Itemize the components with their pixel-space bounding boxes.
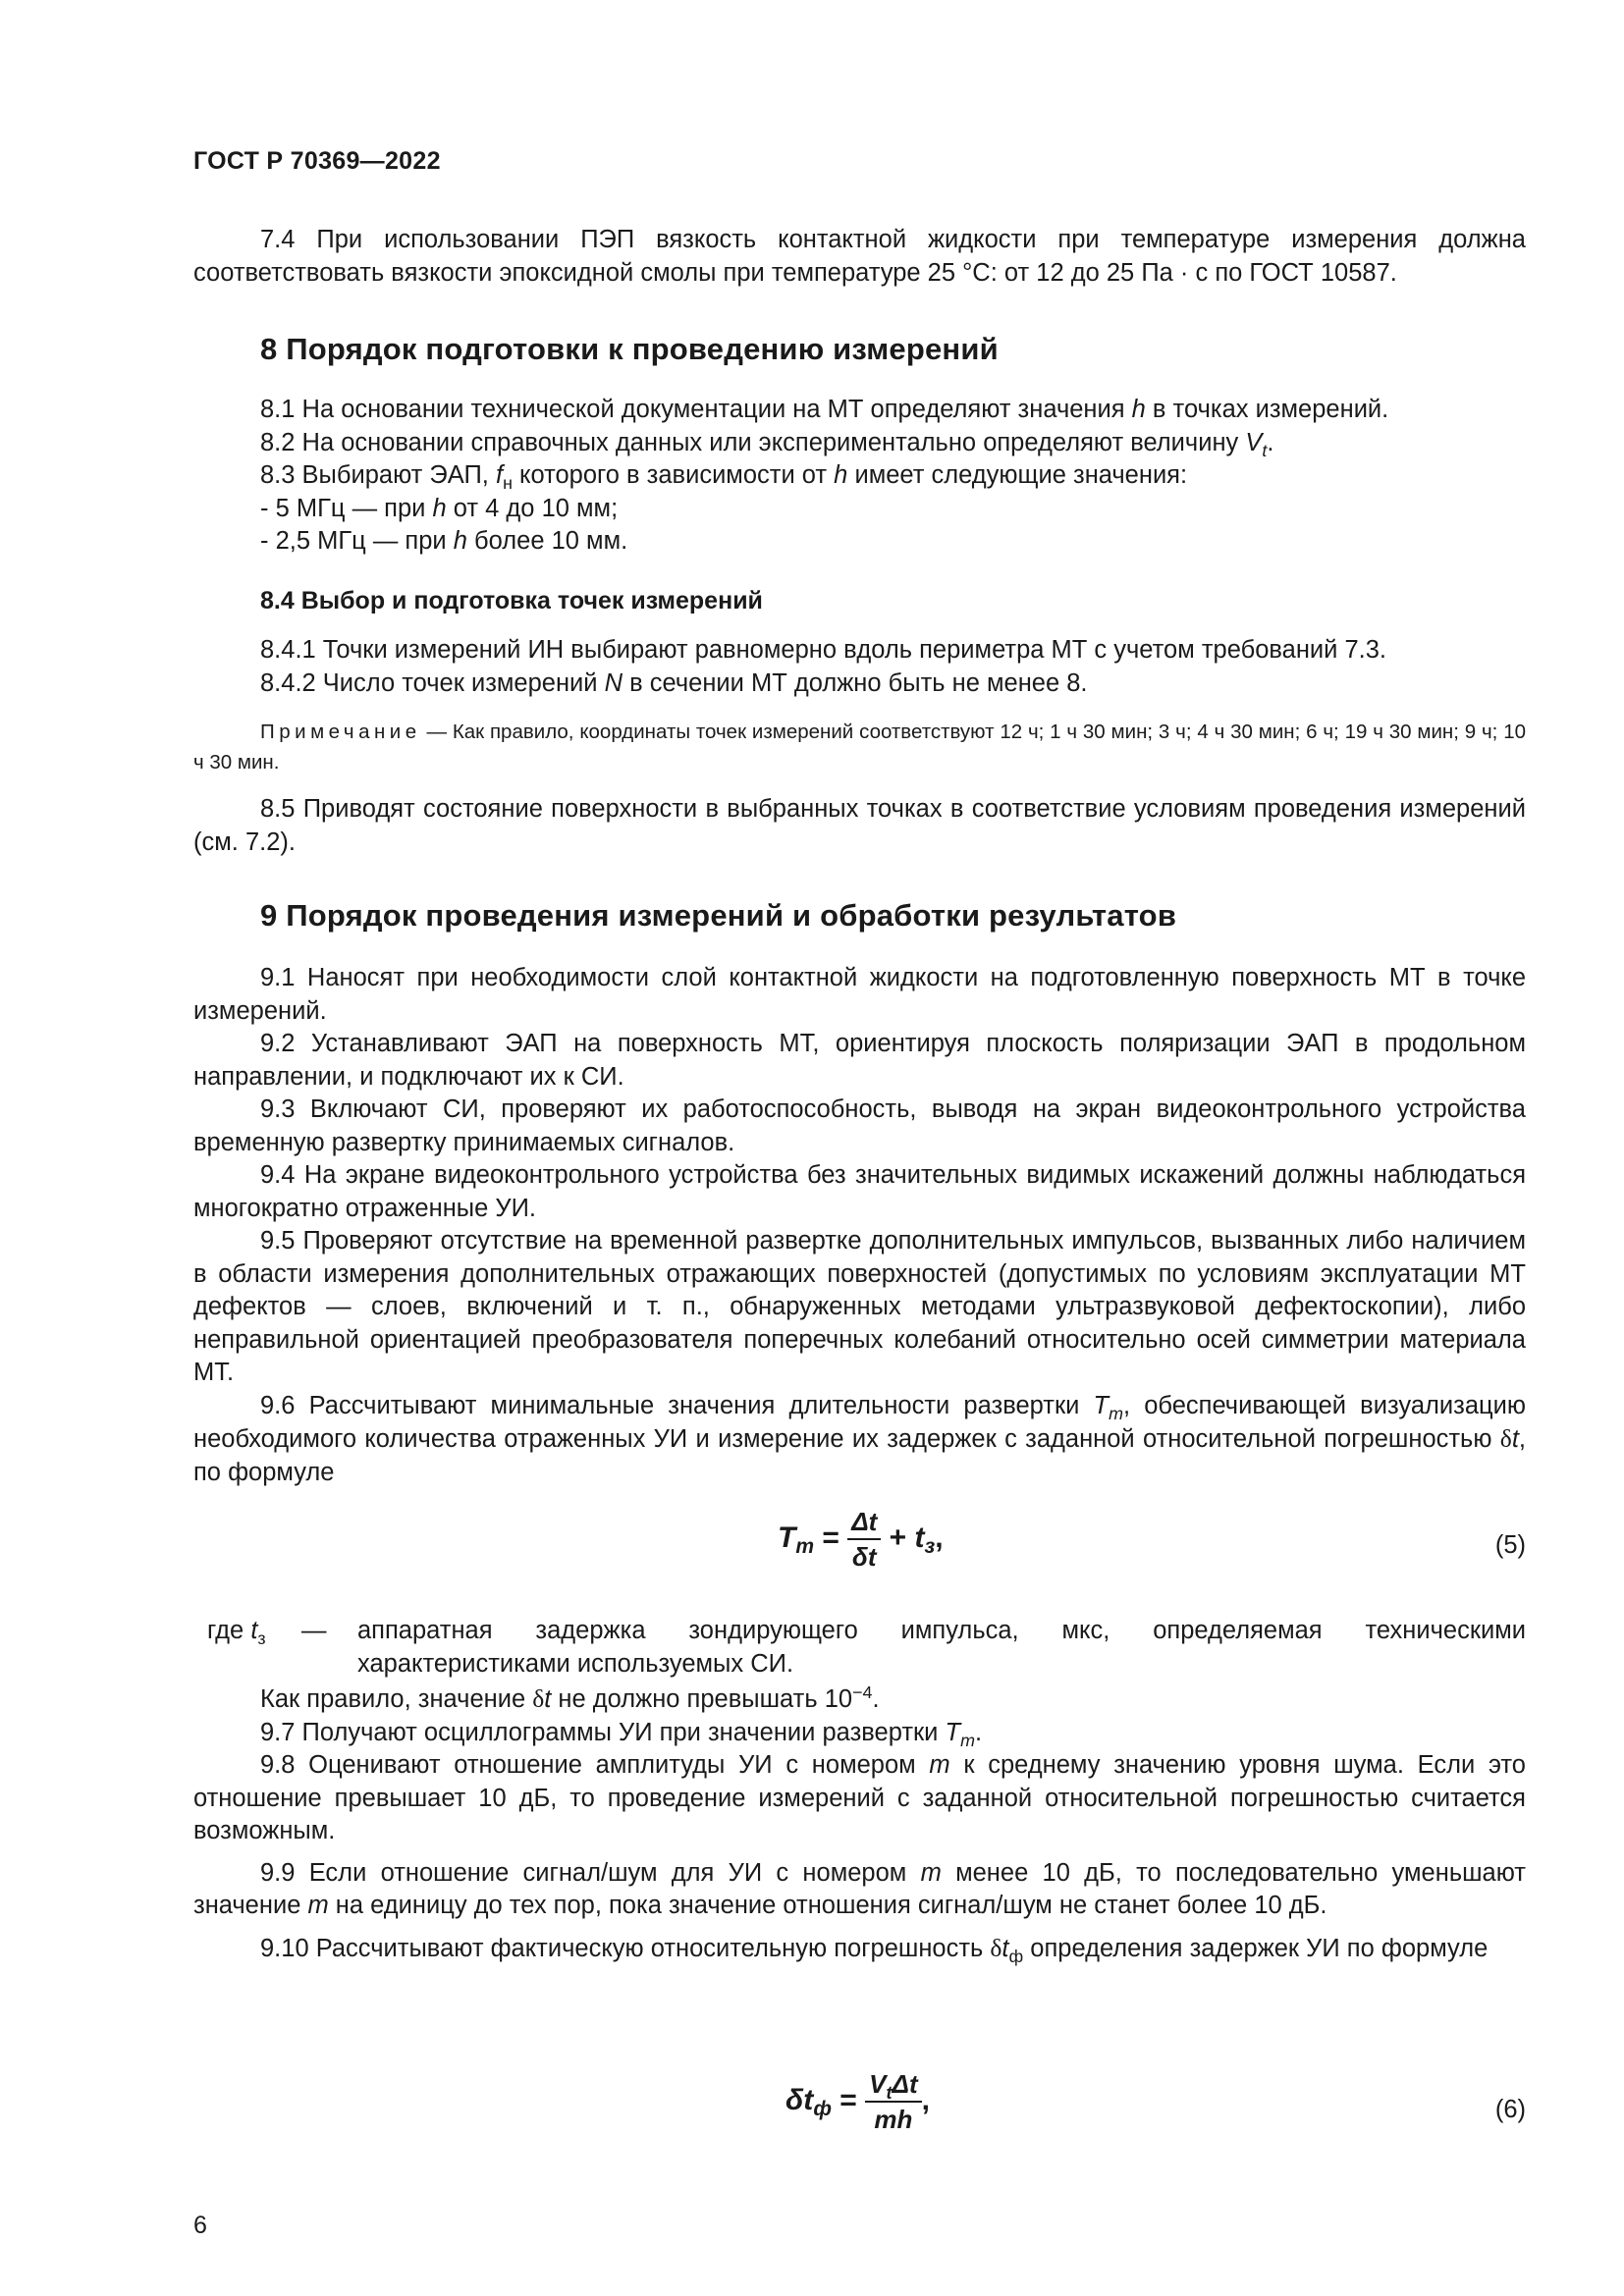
paragraph-rule: Как правило, значение δt не должно превышать $10^{-4}$. bbox=[260, 1682, 880, 1713]
paragraph-9-9: 9.9 Если отношение сигнал/шум для УИ с номером m менее 10 дБ, то последовательно уменьшают значение m на единицу до тех пор, пока значение отношения сигнал/шум не станет более 10 дБ. bbox=[193, 1858, 1526, 1919]
paragraph-8-4-1: 8.4.1 Точки измерений ИН выбирают равномерно вдоль периметра МТ с учетом требований 7.3. bbox=[260, 636, 1387, 664]
paragraph-9-4: 9.4 На экране видеоконтрольного устройства без значительных видимых искажений должны наблюдаться многократно отраженные УИ. bbox=[193, 1161, 1526, 1222]
paragraph-9-7: 9.7 Получают осциллограммы УИ при значении развертки $T_m$. bbox=[260, 1718, 983, 1750]
note-text: — Как правило, координаты точек измерений соответствуют 12 ч; 1 ч 30 мин; 3 ч; 4 ч 30 мин; 6 ч; 19 ч 30 мин; 9 ч; 10 ч 30 мин. bbox=[193, 721, 1526, 774]
paragraph-9-2: 9.2 Устанавливают ЭАП на поверхность МТ, ориентируя плоскость поляризации ЭАП в продольном направлении, и подключают их к СИ. bbox=[193, 1030, 1526, 1091]
legend-label: где $t_з$ bbox=[207, 1617, 266, 1648]
list-item: - 5 МГц — при h от 4 до 10 мм; bbox=[260, 494, 619, 522]
section-9-body bbox=[193, 962, 1526, 1489]
formula-5-number: (5) bbox=[1494, 1531, 1526, 1559]
paragraph-8-3: 8.3 Выбирают ЭАП, $f_н$ которого в зависимости от h имеет следующие значения: bbox=[260, 461, 1188, 493]
paragraph-9-6: 9.6 Рассчитывают минимальные значения длительности развертки $T_m$, обеспечивающей визуализацию необходимого количества отраженных УИ и измерение их задержек с заданной относительной погрешностью δt, по формуле bbox=[193, 1391, 1526, 1486]
formula-6: $\delta t_ф$ = $\frac{V_t\Delta t}{mh}$ , bbox=[785, 2069, 930, 2134]
paragraph-8-2: 8.2 На основании справочных данных или экспериментально определяют величину $V_t$. bbox=[260, 428, 1274, 460]
subsection-8-4-heading: 8.4 Выбор и подготовка точек измерений bbox=[260, 587, 763, 614]
paragraph-text: 7.4 При использовании ПЭП вязкость контактной жидкости при температуре измерения должна соответствовать вязкости эпоксидной смолы при температуре 25 °С: от 12 до 25 Па · с по ГОСТ 10587. bbox=[193, 226, 1526, 287]
page-number: 6 bbox=[193, 2212, 207, 2239]
note bbox=[193, 717, 1526, 777]
paragraph-8-4-2: 8.4.2 Число точек измерений N в сечении МТ должно быть не менее 8. bbox=[260, 668, 1088, 697]
paragraph-9-5: 9.5 Проверяют отсутствие на временной развертке дополнительных импульсов, вызванных либо наличием в области измерения дополнительных отражающих поверхностей (допустимых по условиям эксплуатации МТ дефектов — слоев, включений и т. п., обнаруженных методами ультразвуковой дефектоскопии), либо неправильной ориентацией преобразователя поперечных колебаний относительно осей симметрии материала МТ. bbox=[193, 1227, 1526, 1386]
section-8-body bbox=[193, 394, 1526, 559]
document-header: ГОСТ Р 70369—2022 bbox=[193, 147, 441, 175]
formula-legend bbox=[207, 1615, 1526, 1681]
formula-6-number: (6) bbox=[1494, 2096, 1526, 2123]
note-label: Примечание bbox=[260, 721, 421, 743]
paragraph-9-10: 9.10 Рассчитывают фактическую относительную погрешность $\delta t_ф$ определения задержек УИ по формуле bbox=[260, 1933, 1489, 1966]
paragraph-8-1: 8.1 На основании технической документации на МТ определяют значения h в точках измерений. bbox=[260, 396, 1389, 423]
paragraph-9-8: 9.8 Оценивают отношение амплитуды УИ с номером m к среднему значению уровня шума. Если это отношение превышает 10 дБ, то проведение измерений с заданной относительной погрешностью считается возможным. bbox=[193, 1751, 1526, 1844]
paragraph-8-5 bbox=[193, 793, 1526, 859]
section-8-heading: 8 Порядок подготовки к проведению измерений bbox=[260, 332, 999, 366]
paragraph-9-3: 9.3 Включают СИ, проверяют их работоспособность, выводя на экран видеоконтрольного устройства временную развертку принимаемых сигналов. bbox=[193, 1095, 1526, 1156]
formula-5: $T_m$ = $\frac{\Delta t}{\delta t}$ + $t_з$, bbox=[778, 1507, 944, 1572]
paragraph-9-1: 9.1 Наносят при необходимости слой контактной жидкости на подготовленную поверхность МТ в точке измерений. bbox=[193, 964, 1526, 1025]
legend-dash: — bbox=[301, 1617, 327, 1644]
section-9-body-continued bbox=[193, 1682, 1526, 1965]
subsection-8-4-body bbox=[193, 634, 1526, 700]
section-9-heading: 9 Порядок проведения измерений и обработки результатов bbox=[260, 898, 1177, 933]
paragraph-text: 8.5 Приводят состояние поверхности в выбранных точках в соответствие условиям проведения измерений (см. 7.2). bbox=[193, 795, 1526, 856]
list-item: - 2,5 МГц — при h более 10 мм. bbox=[260, 527, 628, 555]
legend-text: аппаратная задержка зондирующего импульса, мкс, определяемая техническими характеристиками используемых СИ. bbox=[357, 1617, 1526, 1678]
paragraph-7-4 bbox=[193, 224, 1526, 290]
